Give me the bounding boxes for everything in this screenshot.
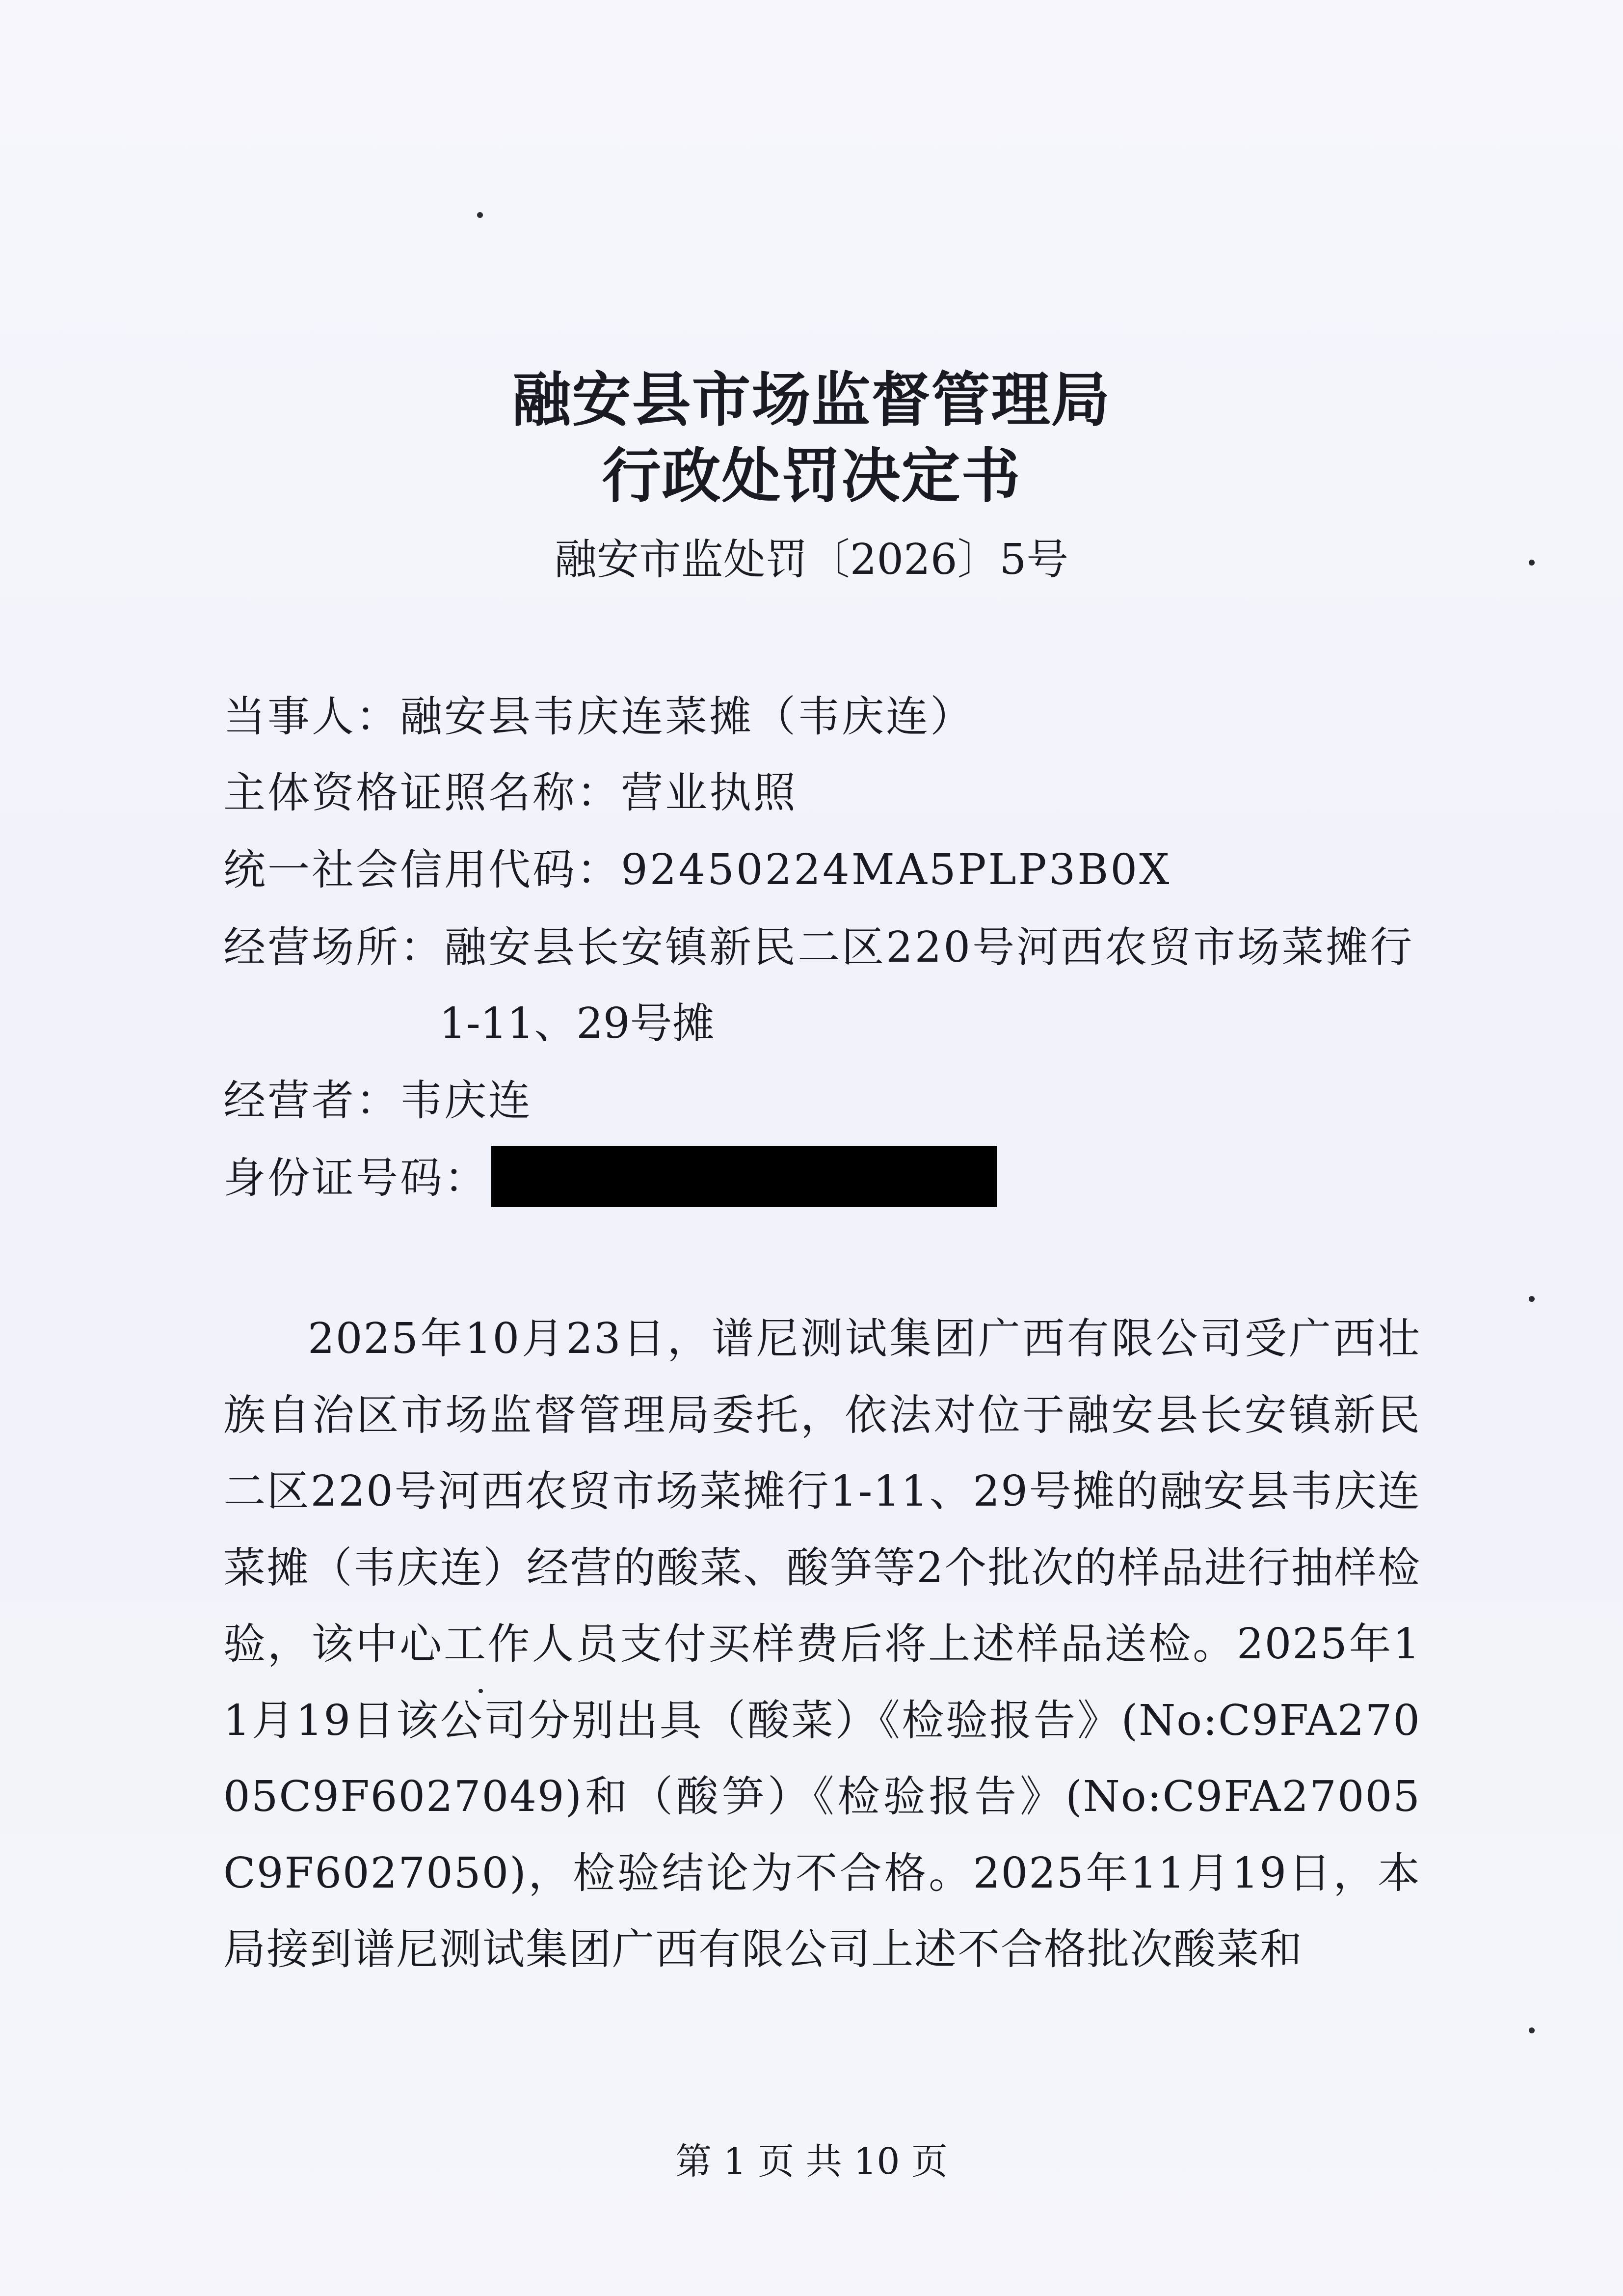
scan-speck: [477, 212, 483, 218]
premises-label: 经营场所：: [223, 923, 444, 972]
operator-value: 韦庆连: [400, 1076, 532, 1125]
id-number-redaction: [491, 1146, 997, 1207]
scan-speck: [1529, 2027, 1535, 2033]
operator-line: [223, 1069, 532, 1133]
party-name-value: 融安县韦庆连菜摊（韦庆连）: [400, 692, 974, 741]
id-number-line: [223, 1146, 997, 1212]
page-indicator: 第 1 页 共 10 页: [675, 2140, 948, 2183]
party-name-label: 当事人：: [223, 692, 400, 741]
premises-value: 融安县长安镇新民二区220号河西农贸市场菜摊行: [444, 923, 1414, 972]
credit-code-value: 92450224MA5PLP3B0X: [621, 845, 1171, 894]
premises-value-continued: 1-11、29号摊: [439, 999, 715, 1048]
scan-speck: [1529, 560, 1535, 566]
license-value: 营业执照: [621, 768, 798, 817]
document-title: 行政处罚决定书: [602, 441, 1021, 511]
agency-title: 融安县市场监督管理局: [512, 365, 1111, 434]
operator-label: 经营者：: [223, 1076, 400, 1125]
scan-speck: [479, 1689, 483, 1693]
license-line: [223, 761, 798, 825]
credit-code-line: [223, 838, 1171, 902]
id-number-label: 身份证号码：: [223, 1154, 488, 1203]
scan-speck: [1529, 1296, 1535, 1302]
party-name-line: [223, 685, 974, 749]
premises-line: [223, 916, 1414, 979]
credit-code-label: 统一社会信用代码：: [223, 845, 621, 894]
body-paragraph: 2025年10月23日，谱尼测试集团广西有限公司受广西壮族自治区市场监督管理局委托，依法对位于融安县长安镇新民二区220号河西农贸市场菜摊行1-11、29号摊的融安县韦庆连菜摊（韦庆连）经营的酸菜、酸笋等2个批次的样品进行抽样检验，该中心工作人员支付买样费后将上述样品送检。2025年11月19日该公司分别出具（酸菜）《检验报告》(No:C9FA27005C9F6027049)和（酸笋）《检验报告》(No:C9FA27005C9F6027050)，检验结论为不合格。2025年11月19日，本局接到谱尼测试集团广西有限公司上述不合格批次酸菜和: [223, 1314, 1421, 1974]
license-label: 主体资格证照名称：: [223, 768, 621, 817]
document-number: 融安市监处罚〔2026〕5号: [554, 535, 1069, 584]
